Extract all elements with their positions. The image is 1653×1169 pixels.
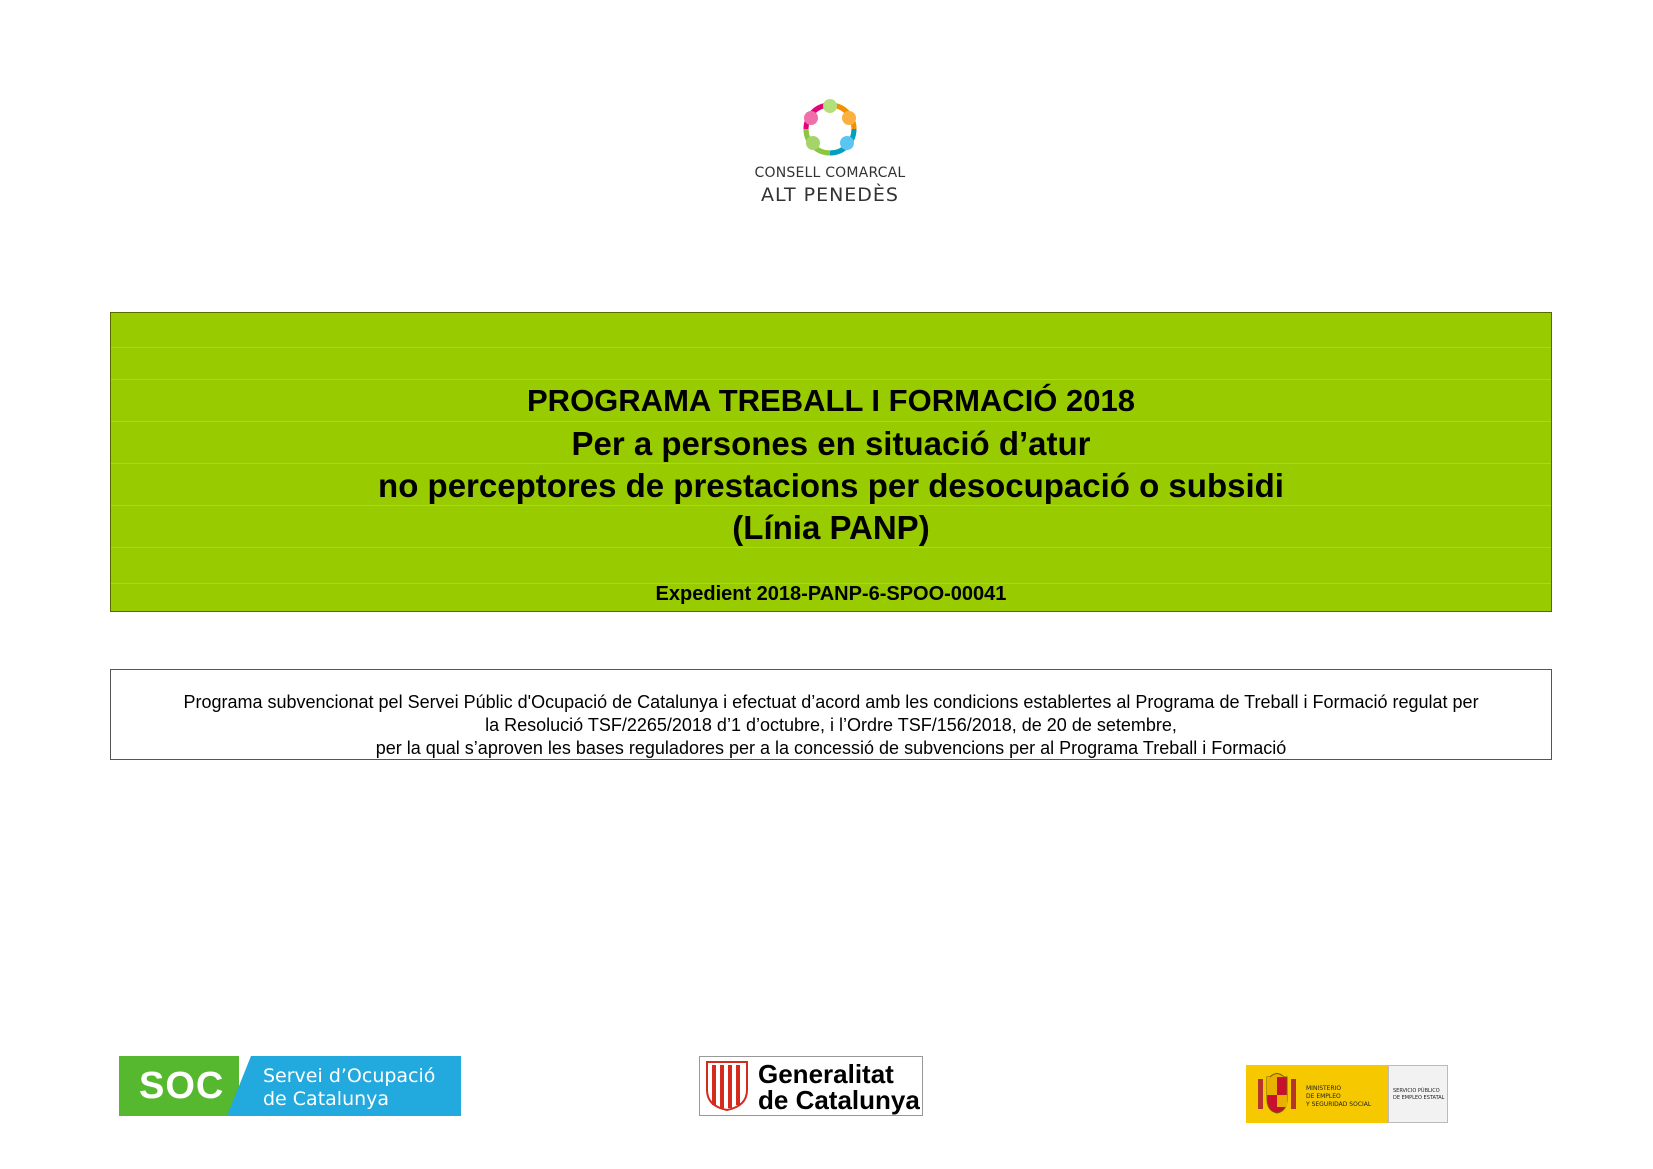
- catalan-flag-shield-icon: [704, 1060, 750, 1112]
- program-line-label: (Línia PANP): [732, 509, 930, 546]
- spain-coat-of-arms-icon: [1254, 1071, 1300, 1117]
- generalitat-text-line1: Generalitat: [758, 1059, 894, 1089]
- program-title: PROGRAMA TREBALL I FORMACIÓ 2018: [527, 383, 1135, 418]
- logo-text-line2: ALT PENEDÈS: [761, 184, 899, 206]
- people-circle-icon: [795, 96, 865, 162]
- ministry-name-line1: MINISTERIO: [1306, 1085, 1342, 1092]
- generalitat-text-line2: de Catalunya: [758, 1085, 920, 1115]
- sepe-line1: SERVICIO PÚBLICO: [1393, 1088, 1440, 1094]
- row-divider: [111, 547, 1551, 548]
- consell-comarcal-logo: [745, 96, 915, 216]
- logo-text-line1: CONSELL COMARCAL: [754, 165, 906, 181]
- description-line-3: per la qual s’aproven les bases reguladores per a la concessió de subvencions per al Programa Treball i Formació: [375, 738, 1287, 758]
- sepe-line2: DE EMPLEO ESTATAL: [1393, 1095, 1445, 1101]
- row-divider: [111, 379, 1551, 380]
- soc-name-line1: Servei d’Ocupació: [263, 1065, 436, 1087]
- sepe-panel: [1388, 1065, 1448, 1123]
- expedient-number: Expedient 2018-PANP-6-SPOO-00041: [655, 583, 1007, 605]
- row-divider: [111, 505, 1551, 506]
- row-divider: [111, 347, 1551, 348]
- program-subtitle-2: no perceptores de prestacions per desocupació o subsidi: [378, 467, 1284, 504]
- soc-logo: [119, 1056, 461, 1116]
- description-line-1: Programa subvencionat pel Servei Públic d'Ocupació de Catalunya i efectuat d’acord amb les condicions establertes al Programa de Treball i Formació regulat per: [183, 692, 1479, 712]
- program-subtitle-1: Per a persones en situació d’atur: [571, 425, 1091, 462]
- row-divider: [111, 463, 1551, 464]
- ministry-name-line3: Y SEGURIDAD SOCIAL: [1306, 1101, 1372, 1108]
- description-box: [110, 669, 1552, 760]
- title-block: [110, 312, 1552, 612]
- row-divider: [111, 421, 1551, 422]
- generalitat-logo: [699, 1056, 923, 1116]
- soc-name-line2: de Catalunya: [263, 1088, 390, 1110]
- ministry-name-line2: DE EMPLEO: [1306, 1093, 1341, 1100]
- ministry-logo: [1246, 1065, 1448, 1123]
- description-line-2: la Resolució TSF/2265/2018 d’1 d’octubre, i l’Ordre TSF/156/2018, de 20 de setembre,: [485, 715, 1177, 735]
- soc-abbr: SOC: [139, 1065, 225, 1107]
